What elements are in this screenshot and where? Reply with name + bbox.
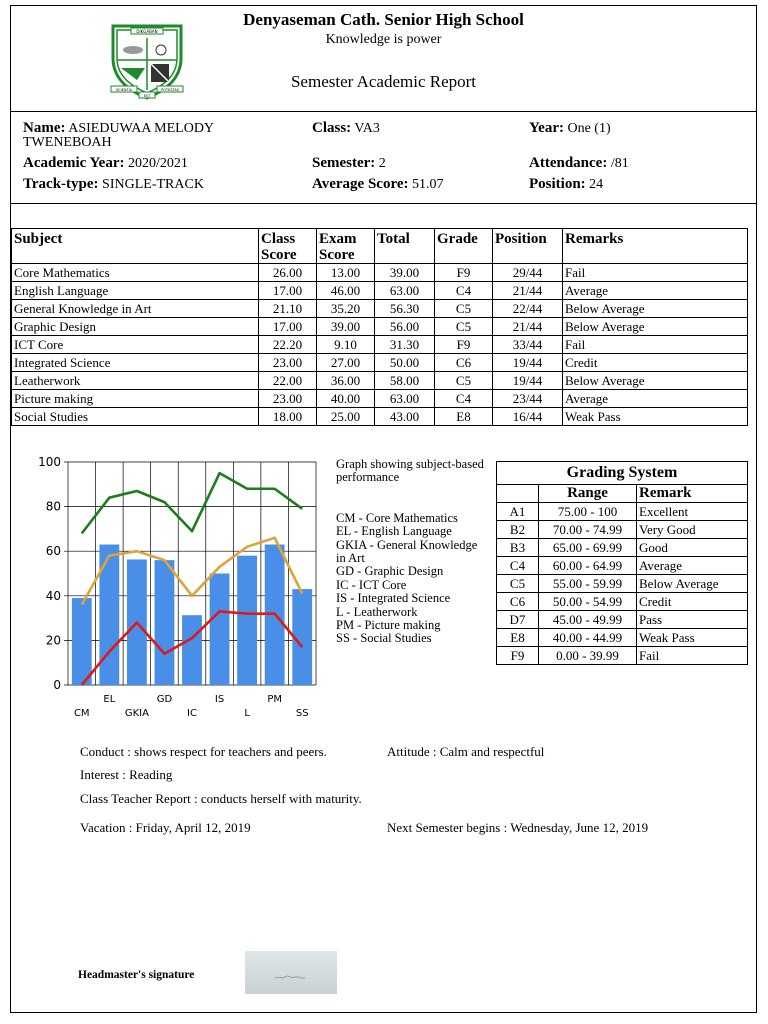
table-cell: Weak Pass <box>563 408 748 426</box>
header-class-score: Class Score <box>259 229 317 264</box>
grading-row <box>497 611 748 629</box>
divider <box>11 203 756 204</box>
header-subject: Subject <box>12 229 259 264</box>
table-cell: Leatherwork <box>12 372 259 390</box>
student-class: Class: VA3 <box>312 120 380 136</box>
position: Position: 24 <box>529 176 604 192</box>
legend-item: PM - Picture making <box>336 618 441 633</box>
table-row <box>12 282 748 300</box>
svg-text:DIKGABAN: DIKGABAN <box>136 29 158 34</box>
grading-cell: 50.00 - 54.99 <box>539 593 637 611</box>
table-cell: Average <box>563 282 748 300</box>
table-row <box>12 318 748 336</box>
grading-cell: 40.00 - 44.99 <box>539 629 637 647</box>
table-cell: 35.20 <box>317 300 375 318</box>
grading-cell: Weak Pass <box>637 629 748 647</box>
table-cell: 16/44 <box>493 408 563 426</box>
grading-remark-header: Remark <box>637 485 748 503</box>
table-cell: 58.00 <box>375 372 435 390</box>
table-cell: Credit <box>563 354 748 372</box>
student-name: Name: ASIEDUWAA MELODY <box>23 120 215 136</box>
grading-cell: F9 <box>497 647 539 665</box>
grading-cell: 55.00 - 59.99 <box>539 575 637 593</box>
bar-L <box>237 556 257 685</box>
grading-cell: 60.00 - 64.99 <box>539 557 637 575</box>
semester: Semester: 2 <box>312 155 386 171</box>
table-cell: 17.00 <box>259 282 317 300</box>
attitude-remark: Attitude : Calm and respectful <box>387 744 545 759</box>
x-tick-label: SS <box>295 708 309 719</box>
table-cell: C6 <box>435 354 493 372</box>
grading-cell: Fail <box>637 647 748 665</box>
table-cell: Graphic Design <box>12 318 259 336</box>
table-cell: 26.00 <box>259 264 317 282</box>
header-exam-score: Exam Score <box>317 229 375 264</box>
header-remarks: Remarks <box>563 229 748 264</box>
table-cell: 21/44 <box>493 282 563 300</box>
track-type: Track-type: SINGLE-TRACK <box>23 176 204 192</box>
signature-label: Headmaster's signature <box>78 969 195 981</box>
grading-cell: C6 <box>497 593 539 611</box>
grading-cell: Very Good <box>637 521 748 539</box>
table-cell: 18.00 <box>259 408 317 426</box>
table-header-row <box>12 229 748 264</box>
divider <box>11 111 756 112</box>
teacher-report: Class Teacher Report : conducts herself with maturity. <box>80 791 362 806</box>
table-cell: 33/44 <box>493 336 563 354</box>
grading-row <box>497 539 748 557</box>
table-cell: 21/44 <box>493 318 563 336</box>
table-cell: 22.00 <box>259 372 317 390</box>
table-row <box>12 300 748 318</box>
bar-GD <box>155 560 175 685</box>
table-cell: Picture making <box>12 390 259 408</box>
academic-year: Academic Year: 2020/2021 <box>23 155 188 171</box>
average-score: Average Score: 51.07 <box>312 176 444 192</box>
chart-legend <box>336 458 486 646</box>
y-tick-label: 100 <box>38 455 61 469</box>
grading-row <box>497 521 748 539</box>
table-cell: 63.00 <box>375 282 435 300</box>
grading-cell: 45.00 - 49.99 <box>539 611 637 629</box>
y-tick-label: 80 <box>45 499 61 514</box>
table-cell: 22/44 <box>493 300 563 318</box>
next-semester-date: Next Semester begins : Wednesday, June 12, 2019 <box>387 820 649 835</box>
report-title: Semester Academic Report <box>290 72 477 91</box>
grading-cell: D7 <box>497 611 539 629</box>
header-grade: Grade <box>435 229 493 264</box>
x-tick-label: PM <box>267 694 283 705</box>
grading-title: Grading System <box>497 462 748 485</box>
table-cell: 31.30 <box>375 336 435 354</box>
x-tick-label: CM <box>73 708 90 719</box>
x-tick-label: L <box>244 708 250 719</box>
grading-cell: 70.00 - 74.99 <box>539 521 637 539</box>
table-row <box>12 336 748 354</box>
table-cell: Fail <box>563 336 748 354</box>
table-cell: 39.00 <box>375 264 435 282</box>
header-total: Total <box>375 229 435 264</box>
table-cell: 23.00 <box>259 390 317 408</box>
grading-cell: Excellent <box>637 503 748 521</box>
attendance: Attendance: /81 <box>529 155 629 171</box>
signature-scribble-icon <box>245 951 337 994</box>
grading-row <box>497 629 748 647</box>
school-motto: Knowledge is power <box>325 32 442 47</box>
table-cell: 22.20 <box>259 336 317 354</box>
grading-row <box>497 503 748 521</box>
table-row <box>12 264 748 282</box>
table-cell: English Language <box>12 282 259 300</box>
table-cell: 23/44 <box>493 390 563 408</box>
table-cell: C5 <box>435 300 493 318</box>
table-cell: 13.00 <box>317 264 375 282</box>
table-cell: Fail <box>563 264 748 282</box>
school-name: Denyaseman Cath. Senior High School <box>243 10 524 29</box>
y-tick-label: 0 <box>53 678 61 692</box>
bar-IS <box>210 574 230 686</box>
table-cell: 21.10 <box>259 300 317 318</box>
grading-cell: A1 <box>497 503 539 521</box>
grading-cell: C4 <box>497 557 539 575</box>
table-row <box>12 408 748 426</box>
table-row <box>12 354 748 372</box>
legend-item: L - Leatherwork <box>336 604 418 619</box>
grading-cell: E8 <box>497 629 539 647</box>
legend-item: GD - Graphic Design <box>336 564 444 579</box>
legend-item: IC - ICT Core <box>336 577 407 592</box>
table-cell: ICT Core <box>12 336 259 354</box>
table-cell: 36.00 <box>317 372 375 390</box>
table-cell: 25.00 <box>317 408 375 426</box>
student-year: Year: One (1) <box>529 120 611 136</box>
table-cell: 56.30 <box>375 300 435 318</box>
grading-cell: Average <box>637 557 748 575</box>
svg-text:SCIENTIA: SCIENTIA <box>115 88 133 92</box>
table-row <box>12 390 748 408</box>
grading-cell: Good <box>637 539 748 557</box>
table-cell: Below Average <box>563 372 748 390</box>
table-cell: 29/44 <box>493 264 563 282</box>
table-cell: Integrated Science <box>12 354 259 372</box>
grading-row <box>497 647 748 665</box>
legend-item: CM - Core Mathematics <box>336 510 458 525</box>
table-cell: F9 <box>435 264 493 282</box>
grading-cell: 0.00 - 39.99 <box>539 647 637 665</box>
table-cell: Social Studies <box>12 408 259 426</box>
table-cell: 23.00 <box>259 354 317 372</box>
headmaster-signature-image <box>245 951 337 994</box>
vacation-date: Vacation : Friday, April 12, 2019 <box>80 820 251 835</box>
table-cell: 9.10 <box>317 336 375 354</box>
subjects-table <box>11 228 748 426</box>
legend-item: GKIA - General Knowledge in Art <box>336 537 478 566</box>
table-cell: General Knowledge in Art <box>12 300 259 318</box>
svg-text:EST: EST <box>143 94 151 98</box>
table-cell: 50.00 <box>375 354 435 372</box>
table-cell: F9 <box>435 336 493 354</box>
grading-cell: C5 <box>497 575 539 593</box>
x-tick-label: GKIA <box>124 708 149 719</box>
grading-row <box>497 593 748 611</box>
legend-item: SS - Social Studies <box>336 631 432 646</box>
table-cell: C5 <box>435 372 493 390</box>
table-cell: 19/44 <box>493 372 563 390</box>
grading-cell: B3 <box>497 539 539 557</box>
y-tick-label: 40 <box>45 588 61 603</box>
table-cell: Average <box>563 390 748 408</box>
x-tick-label: EL <box>103 694 116 705</box>
header-position: Position <box>493 229 563 264</box>
performance-chart <box>30 452 330 722</box>
conduct-remark: Conduct : shows respect for teachers and peers. <box>80 744 327 759</box>
table-cell: 56.00 <box>375 318 435 336</box>
table-cell: C4 <box>435 282 493 300</box>
bar-CM <box>72 598 92 685</box>
x-tick-label: GD <box>156 694 173 705</box>
bar-IC <box>182 615 202 685</box>
table-cell: 63.00 <box>375 390 435 408</box>
table-cell: Below Average <box>563 318 748 336</box>
table-cell: 19/44 <box>493 354 563 372</box>
grading-system-table <box>496 461 748 665</box>
table-cell: E8 <box>435 408 493 426</box>
table-cell: C5 <box>435 318 493 336</box>
y-tick-label: 60 <box>45 544 61 559</box>
legend-item: IS - Integrated Science <box>336 591 451 606</box>
table-cell: 39.00 <box>317 318 375 336</box>
table-cell: C4 <box>435 390 493 408</box>
y-tick-label: 20 <box>45 633 61 648</box>
interest-remark: Interest : Reading <box>80 767 173 782</box>
grading-cell: Credit <box>637 593 748 611</box>
grading-row <box>497 575 748 593</box>
series-line-1 <box>82 473 302 533</box>
table-cell: 17.00 <box>259 318 317 336</box>
table-cell: 43.00 <box>375 408 435 426</box>
table-cell: 46.00 <box>317 282 375 300</box>
table-cell: Core Mathematics <box>12 264 259 282</box>
table-cell: Below Average <box>563 300 748 318</box>
grading-range-header: Range <box>539 485 637 503</box>
table-cell: 40.00 <box>317 390 375 408</box>
grading-cell: 65.00 - 69.99 <box>539 539 637 557</box>
grading-cell: Pass <box>637 611 748 629</box>
table-cell: 27.00 <box>317 354 375 372</box>
table-row <box>12 372 748 390</box>
student-name-line2: TWENEBOAH <box>23 135 112 150</box>
grading-row <box>497 557 748 575</box>
grading-cell: 75.00 - 100 <box>539 503 637 521</box>
grading-cell: Below Average <box>637 575 748 593</box>
grading-cell: B2 <box>497 521 539 539</box>
x-tick-label: IC <box>187 708 197 719</box>
x-tick-label: IS <box>214 694 225 705</box>
svg-text:POTESTAS: POTESTAS <box>161 88 179 92</box>
legend-item: EL - English Language <box>336 524 452 539</box>
legend-caption: Graph showing subject-based performance <box>336 457 484 485</box>
